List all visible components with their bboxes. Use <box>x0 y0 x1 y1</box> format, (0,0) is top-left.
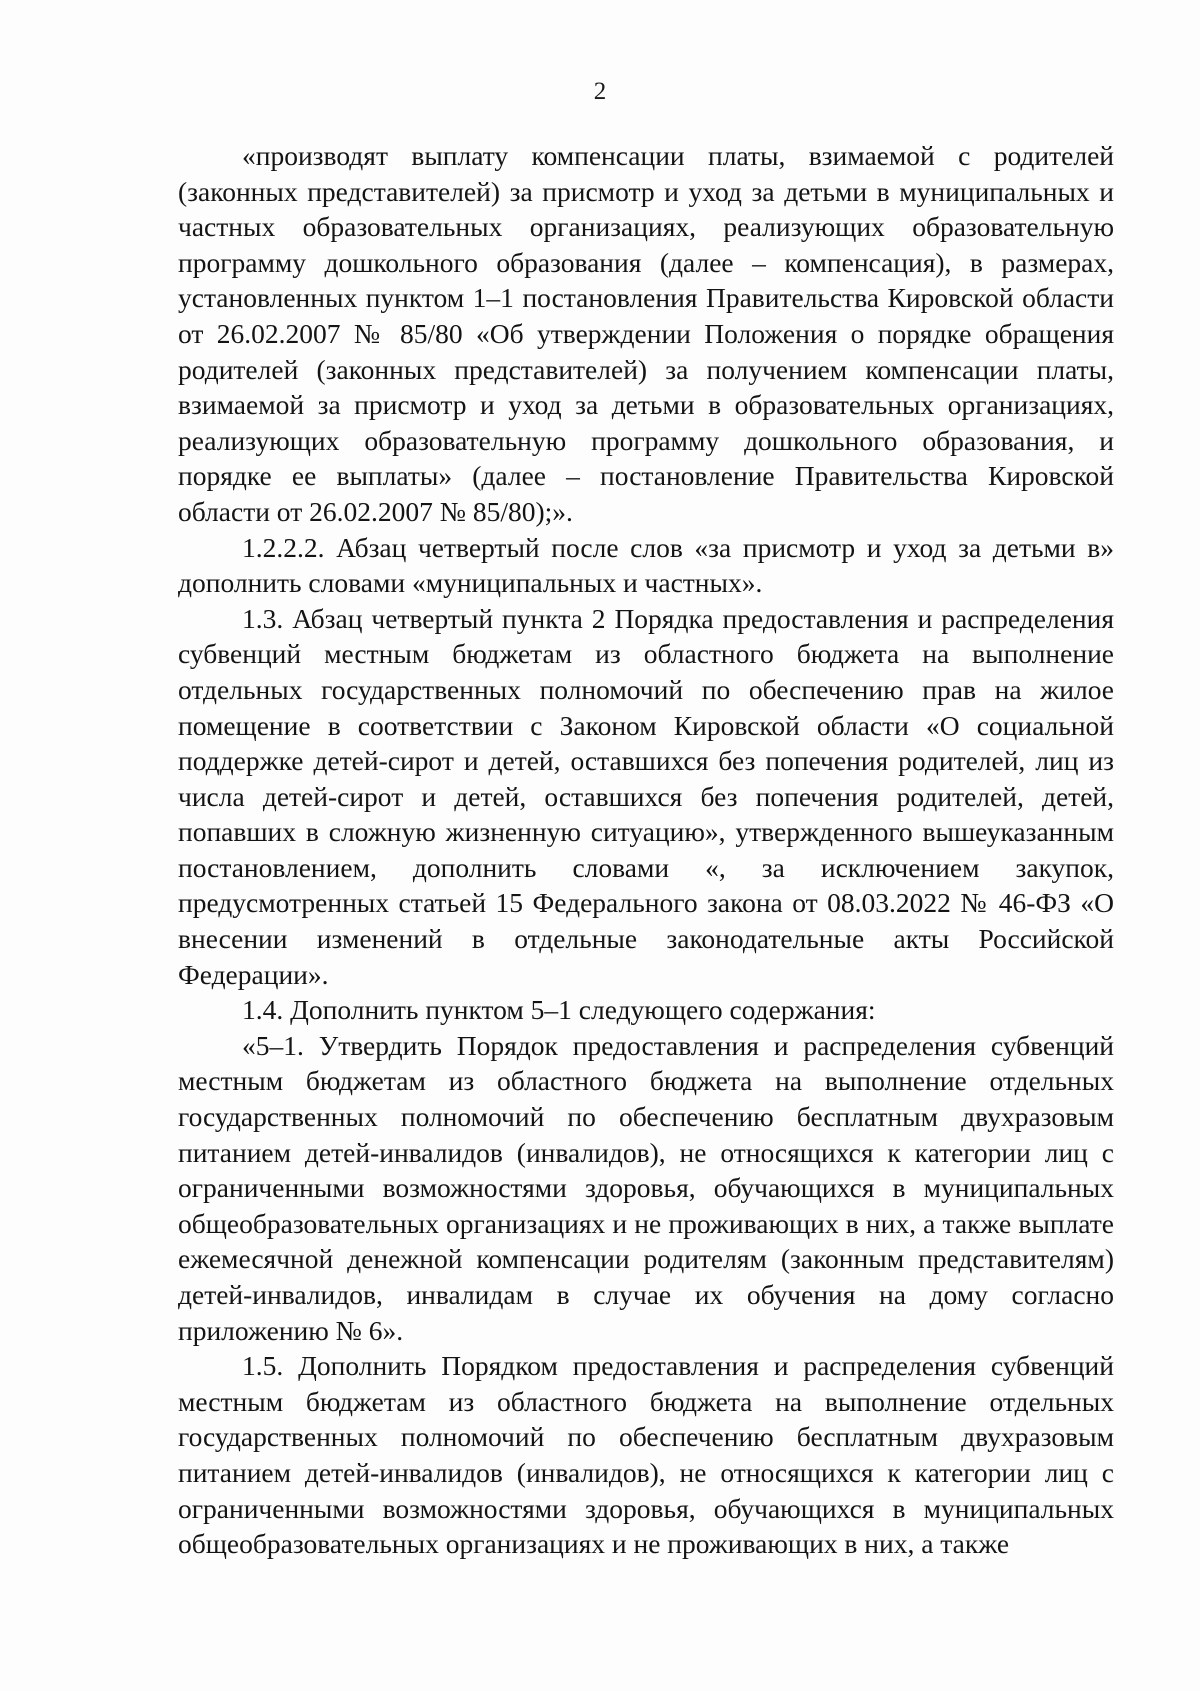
paragraph-1-4: 1.4. Дополнить пунктом 5–1 следующего содержания: <box>242 994 876 1026</box>
page-number: 2 <box>593 78 607 105</box>
document-body <box>178 138 1114 1562</box>
paragraph-1-5: 1.5. Дополнить Порядком предоставления и распределения субвенций местным бюджетам из областного бюджета на выполнение отдельных государственных полномочий по обеспечению бесплатным двухразовым питанием детей-инвалидов (инвалидов), не относящихся к категории лиц с ограниченными возможностями здоровья, обучающихся в муниципальных общеобразовательных организациях и не проживающих в них, а также <box>178 1350 1114 1560</box>
paragraph-5-1: «5–1. Утвердить Порядок предоставления и распределения субвенций местным бюджетам из областного бюджета на выполнение отдельных государственных полномочий по обеспечению бесплатным двухразовым питанием детей-инвалидов (инвалидов), не относящихся к категории лиц с ограниченными возможностями здоровья, обучающихся в муниципальных общеобразовательных организациях и не проживающих в них, а также выплате ежемесячной денежной компенсации родителям (законным представителям) детей-инвалидов, инвалидам в случае их обучения на дому согласно приложению № 6». <box>178 1029 1114 1346</box>
paragraph-1-3: 1.3. Абзац четвертый пункта 2 Порядка предоставления и распределения субвенций местным бюджетам из областного бюджета на выполнение отдельных государственных полномочий по обеспечению прав на жилое помещение в соответствии с Законом Кировской области «О социальной поддержке детей-сирот и детей, оставшихся без попечения родителей, лиц из числа детей-сирот и детей, оставшихся без попечения родителей, детей, попавших в сложную жизненную ситуацию», утвержденного вышеуказанным постановлением, дополнить словами «, за исключением закупок, предусмотренных статьей 15 Федерального закона от 08.03.2022 № 46-ФЗ «О внесении изменений в отдельные законодательные акты Российской Федерации». <box>178 602 1114 990</box>
paragraph-1-2-2-2: 1.2.2.2. Абзац четвертый после слов «за присмотр и уход за детьми в» дополнить словами «муниципальных и частных». <box>178 531 1114 599</box>
paragraph-compensation-payment: «производят выплату компенсации платы, взимаемой с родителей (законных представителей) за присмотр и уход за детьми в муниципальных и частных образовательных организациях, реализующих образовательную программу дошкольного образования (далее – компенсация), в размерах, установленных пунктом 1–1 постановления Правительства Кировской области от 26.02.2007 № 85/80 «Об утверждении Положения о порядке обращения родителей (законных представителей) за получением компенсации платы, взимаемой за присмотр и уход за детьми в образовательных организациях, реализующих образовательную программу дошкольного образования, и порядке ее выплаты» (далее – постановление Правительства Кировской области от 26.02.2007 № 85/80);». <box>178 140 1114 527</box>
